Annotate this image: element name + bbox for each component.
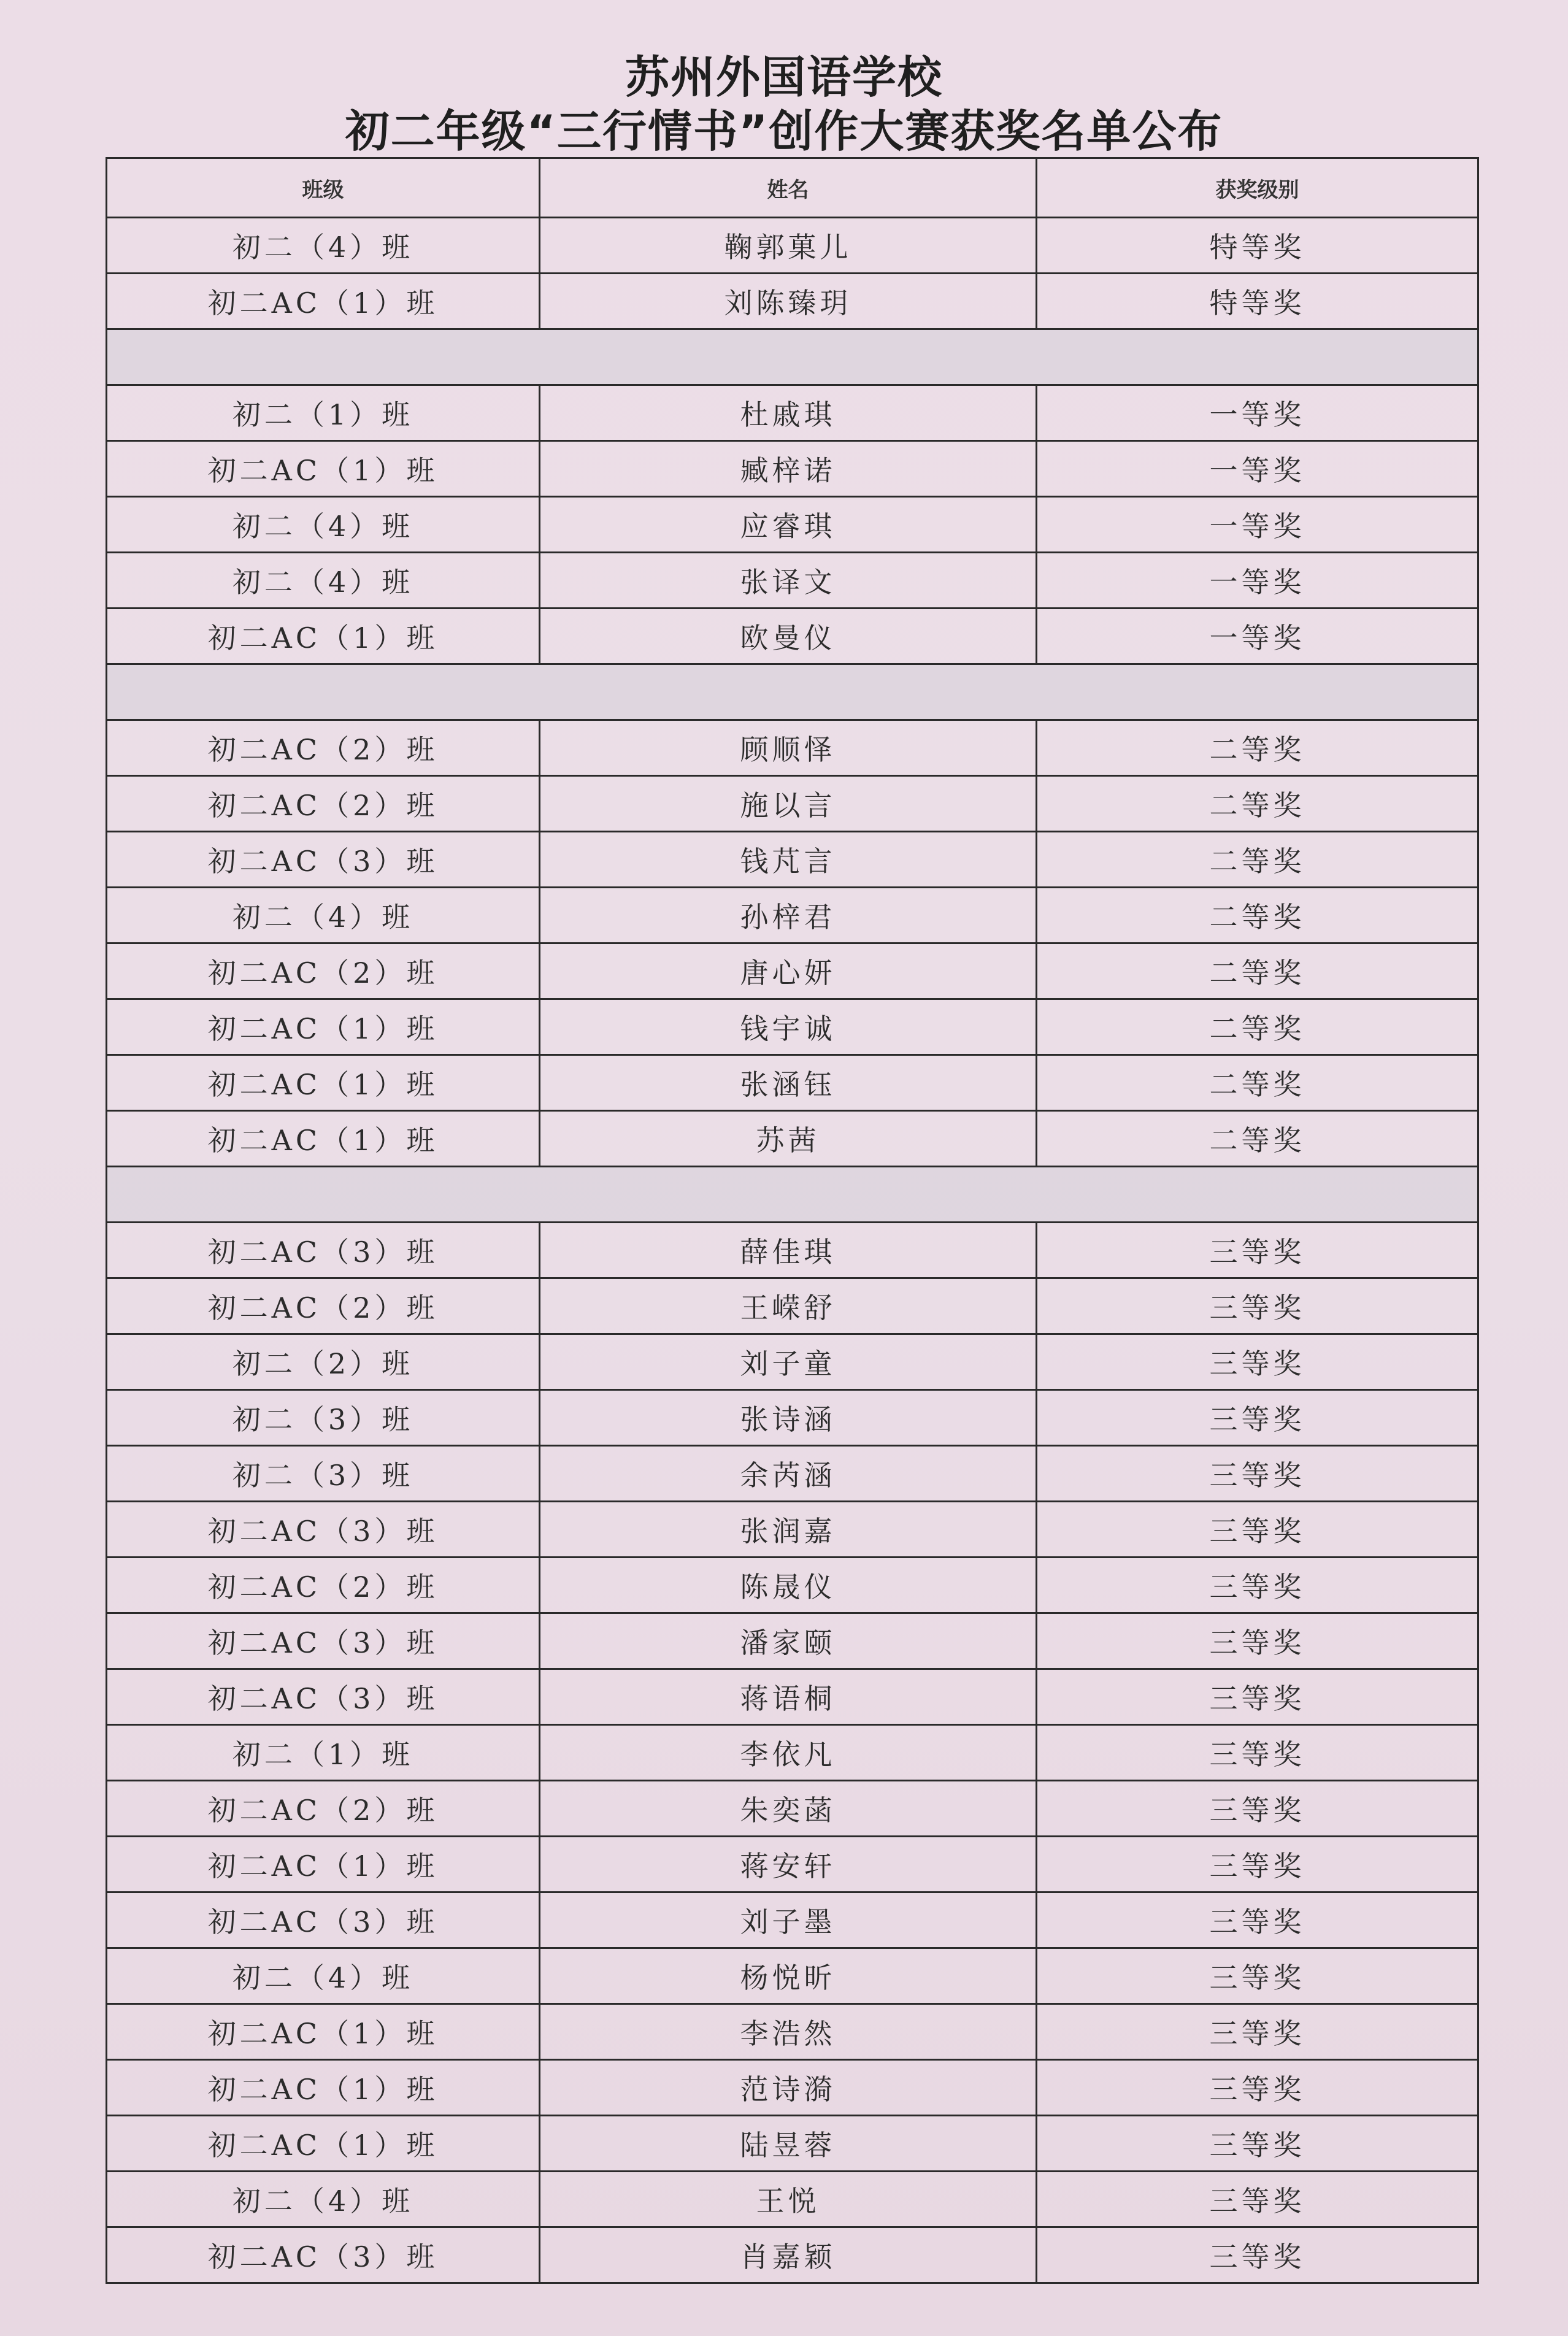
award-level-cell: 三等奖 [1037, 1892, 1478, 1948]
award-level-cell: 三等奖 [1037, 1948, 1478, 2004]
table-row [107, 888, 1478, 943]
table-row [107, 2172, 1478, 2227]
class-cell: 初二AC（1）班 [107, 999, 540, 1055]
class-cell: 初二（4）班 [107, 497, 540, 553]
student-name-cell: 薛佳琪 [540, 1223, 1037, 1278]
table-row [107, 609, 1478, 664]
award-level-cell: 二等奖 [1037, 832, 1478, 888]
class-cell: 初二AC（2）班 [107, 943, 540, 999]
class-cell: 初二（4）班 [107, 2172, 540, 2227]
class-cell: 初二（3）班 [107, 1446, 540, 1502]
student-name-cell: 李依凡 [540, 1725, 1037, 1781]
award-level-cell: 一等奖 [1037, 553, 1478, 609]
student-name-cell: 刘陈臻玥 [540, 274, 1037, 329]
table-row [107, 1055, 1478, 1111]
class-cell: 初二AC（3）班 [107, 1613, 540, 1669]
award-level-cell: 二等奖 [1037, 1111, 1478, 1167]
table-row [107, 832, 1478, 888]
student-name-cell: 蒋语桐 [540, 1669, 1037, 1725]
announcement-title: 初二年级“三行情书”创作大赛获奖名单公布 [345, 106, 1223, 157]
award-level-cell: 三等奖 [1037, 2172, 1478, 2227]
award-level-cell: 三等奖 [1037, 1334, 1478, 1390]
student-name-cell: 张诗涵 [540, 1390, 1037, 1446]
table-row [107, 1948, 1478, 2004]
class-cell: 初二AC（1）班 [107, 1111, 540, 1167]
award-level-cell: 三等奖 [1037, 2004, 1478, 2060]
table-row [107, 553, 1478, 609]
student-name-cell: 王悦 [540, 2172, 1037, 2227]
group-separator-row [107, 329, 1478, 385]
award-table [106, 157, 1479, 2284]
table-row [107, 1892, 1478, 1948]
class-cell: 初二（4）班 [107, 888, 540, 943]
award-level-cell: 一等奖 [1037, 385, 1478, 441]
award-level-cell: 三等奖 [1037, 1781, 1478, 1837]
table-row [107, 1390, 1478, 1446]
class-cell: 初二（3）班 [107, 1390, 540, 1446]
award-level-cell: 二等奖 [1037, 888, 1478, 943]
award-level-cell: 三等奖 [1037, 1613, 1478, 1669]
class-cell: 初二AC（3）班 [107, 1223, 540, 1278]
student-name-cell: 臧梓诺 [540, 441, 1037, 497]
award-level-cell: 二等奖 [1037, 720, 1478, 776]
table-row [107, 274, 1478, 329]
award-level-cell: 三等奖 [1037, 2060, 1478, 2116]
table-row [107, 1446, 1478, 1502]
table-row [107, 999, 1478, 1055]
table-row [107, 776, 1478, 832]
header-class: 班级 [107, 158, 540, 218]
student-name-cell: 张涵钰 [540, 1055, 1037, 1111]
award-level-cell: 一等奖 [1037, 441, 1478, 497]
table-row [107, 1669, 1478, 1725]
class-cell: 初二AC（1）班 [107, 1055, 540, 1111]
award-level-cell: 三等奖 [1037, 2227, 1478, 2283]
award-level-cell: 二等奖 [1037, 999, 1478, 1055]
student-name-cell: 潘家颐 [540, 1613, 1037, 1669]
award-level-cell: 三等奖 [1037, 1669, 1478, 1725]
student-name-cell: 应睿琪 [540, 497, 1037, 553]
table-row [107, 943, 1478, 999]
table-row [107, 2116, 1478, 2172]
award-level-cell: 三等奖 [1037, 2116, 1478, 2172]
table-row [107, 720, 1478, 776]
award-level-cell: 一等奖 [1037, 497, 1478, 553]
award-level-cell: 三等奖 [1037, 1558, 1478, 1613]
table-row [107, 1502, 1478, 1558]
class-cell: 初二AC（1）班 [107, 2116, 540, 2172]
table-row [107, 1334, 1478, 1390]
student-name-cell: 余芮涵 [540, 1446, 1037, 1502]
table-row [107, 218, 1478, 274]
header-award-level: 获奖级别 [1037, 158, 1478, 218]
class-cell: 初二AC（2）班 [107, 720, 540, 776]
student-name-cell: 朱奕菡 [540, 1781, 1037, 1837]
award-level-cell: 特等奖 [1037, 218, 1478, 274]
table-row [107, 2227, 1478, 2283]
table-row [107, 2004, 1478, 2060]
class-cell: 初二AC（1）班 [107, 2060, 540, 2116]
table-row [107, 1223, 1478, 1278]
award-level-cell: 三等奖 [1037, 1837, 1478, 1892]
class-cell: 初二AC（1）班 [107, 2004, 540, 2060]
award-level-cell: 三等奖 [1037, 1390, 1478, 1446]
class-cell: 初二AC（3）班 [107, 832, 540, 888]
class-cell: 初二AC（2）班 [107, 1278, 540, 1334]
class-cell: 初二AC（3）班 [107, 1502, 540, 1558]
table-row [107, 497, 1478, 553]
class-cell: 初二（1）班 [107, 1725, 540, 1781]
student-name-cell: 张润嘉 [540, 1502, 1037, 1558]
student-name-cell: 顾顺怿 [540, 720, 1037, 776]
table-row [107, 1111, 1478, 1167]
student-name-cell: 杜戚琪 [540, 385, 1037, 441]
class-cell: 初二AC（3）班 [107, 1892, 540, 1948]
class-cell: 初二AC（2）班 [107, 1558, 540, 1613]
award-level-cell: 三等奖 [1037, 1278, 1478, 1334]
student-name-cell: 张译文 [540, 553, 1037, 609]
class-cell: 初二（1）班 [107, 385, 540, 441]
student-name-cell: 王嵘舒 [540, 1278, 1037, 1334]
award-table-body [107, 218, 1478, 2283]
header-row [107, 158, 1478, 218]
student-name-cell: 范诗漪 [540, 2060, 1037, 2116]
student-name-cell: 刘子童 [540, 1334, 1037, 1390]
award-level-cell: 一等奖 [1037, 609, 1478, 664]
student-name-cell: 钱芃言 [540, 832, 1037, 888]
class-cell: 初二AC（1）班 [107, 609, 540, 664]
table-row [107, 1278, 1478, 1334]
class-cell: 初二AC（3）班 [107, 2227, 540, 2283]
table-row [107, 1837, 1478, 1892]
group-separator-row [107, 1167, 1478, 1223]
student-name-cell: 唐心妍 [540, 943, 1037, 999]
table-row [107, 441, 1478, 497]
table-row [107, 1725, 1478, 1781]
class-cell: 初二（2）班 [107, 1334, 540, 1390]
award-level-cell: 三等奖 [1037, 1502, 1478, 1558]
class-cell: 初二（4）班 [107, 1948, 540, 2004]
table-row [107, 1558, 1478, 1613]
student-name-cell: 鞠郭菓儿 [540, 218, 1037, 274]
student-name-cell: 李浩然 [540, 2004, 1037, 2060]
award-level-cell: 三等奖 [1037, 1223, 1478, 1278]
header-name: 姓名 [540, 158, 1037, 218]
student-name-cell: 钱宇诚 [540, 999, 1037, 1055]
class-cell: 初二AC（1）班 [107, 441, 540, 497]
award-level-cell: 二等奖 [1037, 776, 1478, 832]
award-level-cell: 特等奖 [1037, 274, 1478, 329]
class-cell: 初二（4）班 [107, 553, 540, 609]
student-name-cell: 肖嘉颖 [540, 2227, 1037, 2283]
student-name-cell: 陆昱蓉 [540, 2116, 1037, 2172]
student-name-cell: 刘子墨 [540, 1892, 1037, 1948]
class-cell: 初二AC（2）班 [107, 776, 540, 832]
group-separator-row [107, 664, 1478, 720]
class-cell: 初二AC（2）班 [107, 1781, 540, 1837]
student-name-cell: 施以言 [540, 776, 1037, 832]
award-level-cell: 三等奖 [1037, 1725, 1478, 1781]
table-row [107, 2060, 1478, 2116]
award-level-cell: 三等奖 [1037, 1446, 1478, 1502]
table-row [107, 385, 1478, 441]
student-name-cell: 蒋安轩 [540, 1837, 1037, 1892]
group-separator-cell [107, 664, 1478, 720]
table-row [107, 1613, 1478, 1669]
class-cell: 初二AC（1）班 [107, 274, 540, 329]
student-name-cell: 欧曼仪 [540, 609, 1037, 664]
class-cell: 初二AC（3）班 [107, 1669, 540, 1725]
class-cell: 初二（4）班 [107, 218, 540, 274]
student-name-cell: 孙梓君 [540, 888, 1037, 943]
student-name-cell: 陈晟仪 [540, 1558, 1037, 1613]
school-title: 苏州外国语学校 [625, 52, 943, 103]
award-level-cell: 二等奖 [1037, 943, 1478, 999]
award-level-cell: 二等奖 [1037, 1055, 1478, 1111]
group-separator-cell [107, 1167, 1478, 1223]
student-name-cell: 杨悦昕 [540, 1948, 1037, 2004]
group-separator-cell [107, 329, 1478, 385]
student-name-cell: 苏茜 [540, 1111, 1037, 1167]
table-row [107, 1781, 1478, 1837]
class-cell: 初二AC（1）班 [107, 1837, 540, 1892]
